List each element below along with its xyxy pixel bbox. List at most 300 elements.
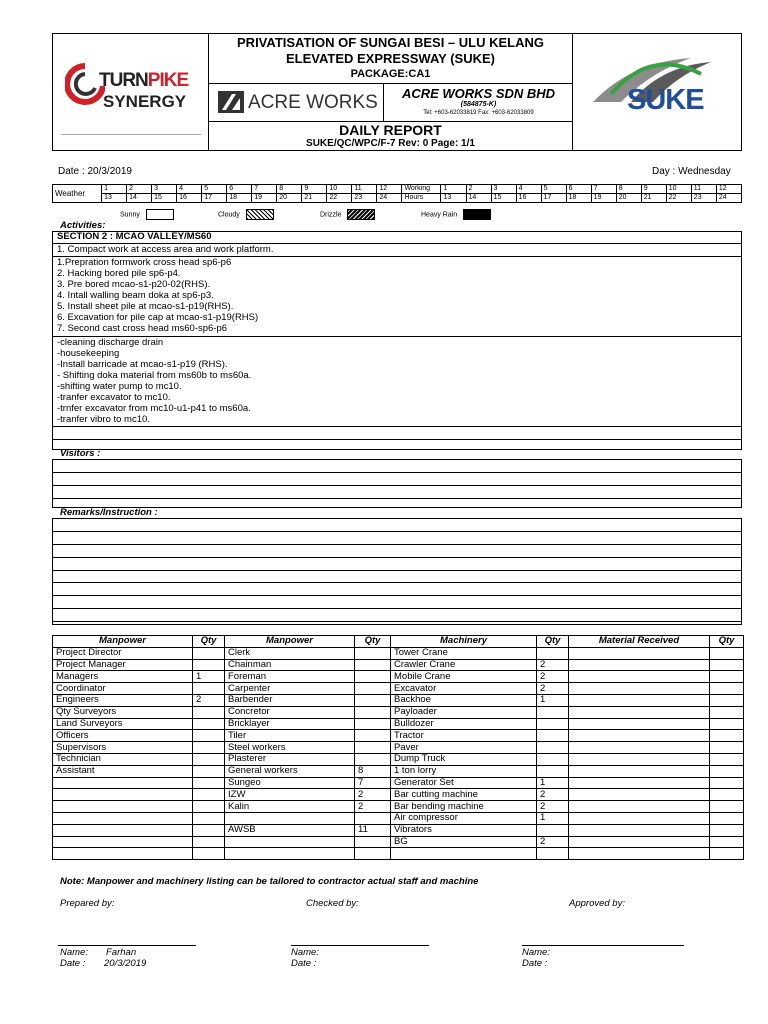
table-cell [710, 671, 744, 683]
table-cell: Land Surveyors [53, 718, 193, 730]
weather-hour-cell: 22 [327, 194, 352, 203]
working-hour-cell: 1 [441, 185, 466, 194]
prepared-date-label: Date : [60, 958, 86, 969]
table-cell: Project Manager [53, 659, 193, 671]
table-cell [355, 836, 391, 848]
table-cell: Steel workers [225, 742, 355, 754]
cloudy-swatch [246, 209, 274, 220]
table-cell: Engineers [53, 694, 193, 706]
table-cell [53, 789, 193, 801]
table-cell: 2 [537, 789, 569, 801]
table-cell [53, 836, 193, 848]
suke-logo-text: SUKE [627, 84, 704, 116]
table-row [53, 836, 744, 848]
table-cell: Project Director [53, 647, 193, 659]
table-cell [225, 836, 355, 848]
activities-box [52, 231, 742, 450]
table-cell [710, 659, 744, 671]
weather-hour-cell: 8 [277, 185, 302, 194]
activity-line: - Shifting doka material from ms60b to ms60a. [57, 370, 252, 381]
table-cell [710, 742, 744, 754]
table-cell [355, 694, 391, 706]
weather-hour-cell: 14 [127, 194, 152, 203]
table-cell [569, 765, 710, 777]
column-header: Qty [710, 636, 744, 648]
visitors-box [52, 459, 742, 508]
table-cell: Tiler [225, 730, 355, 742]
weather-hour-cell: 18 [227, 194, 252, 203]
report-day: Day : Wednesday [652, 166, 731, 177]
table-cell [355, 812, 391, 824]
approved-date-label: Date : [522, 958, 548, 969]
table-cell [53, 801, 193, 813]
activities-block-3 [53, 337, 741, 427]
working-hour-cell: 6 [566, 185, 591, 194]
weather-hour-cell: 24 [377, 194, 402, 203]
activity-line: -cleaning discharge drain [57, 337, 164, 348]
table-cell [193, 801, 225, 813]
table-cell: 2 [537, 836, 569, 848]
table-cell [569, 836, 710, 848]
table-cell: 2 [193, 694, 225, 706]
working-hour-cell: 13 [441, 194, 466, 203]
table-cell [710, 848, 744, 860]
table-cell [569, 742, 710, 754]
activity-line: 4. Intall walling beam doka at sp6-p3. [57, 290, 214, 301]
table-cell [193, 812, 225, 824]
visitor-row [53, 486, 741, 499]
table-cell [710, 812, 744, 824]
activities-label: Activities: [60, 220, 106, 231]
checked-by-label: Checked by: [306, 898, 359, 909]
table-cell [537, 718, 569, 730]
table-cell: BG [391, 836, 537, 848]
table-cell [569, 801, 710, 813]
legend-drizzle-label: Drizzle [320, 211, 342, 219]
checked-signature-line [291, 945, 429, 946]
table-cell: Bar cutting machine [391, 789, 537, 801]
table-cell: Paver [391, 742, 537, 754]
table-cell [537, 765, 569, 777]
table-cell [537, 753, 569, 765]
prepared-signature-line [58, 945, 196, 946]
table-cell [225, 848, 355, 860]
table-cell [569, 683, 710, 695]
activity-line: -housekeeping [57, 348, 120, 359]
report-date: Date : 20/3/2019 [58, 166, 132, 177]
table-cell: 1 [537, 777, 569, 789]
company-reg: (584875-K) [460, 101, 497, 108]
table-row [53, 789, 744, 801]
table-cell: Backhoe [391, 694, 537, 706]
activity-line: 3. Pre bored mcao-s1-p20-02(RHS). [57, 279, 211, 290]
visitors-label: Visitors : [60, 448, 101, 459]
table-cell [569, 706, 710, 718]
activity-line: -Install barricade at mcao-s1-p19 (RHS). [57, 359, 228, 370]
remark-row [53, 519, 741, 532]
table-cell [569, 718, 710, 730]
weather-table [52, 184, 742, 203]
table-cell: 2 [537, 801, 569, 813]
turnpike-logo [53, 34, 209, 150]
remark-row [53, 558, 741, 571]
table-cell [355, 742, 391, 754]
table-cell: Supervisors [53, 742, 193, 754]
weather-hour-cell: 11 [352, 185, 377, 194]
table-cell [569, 848, 710, 860]
table-cell [569, 753, 710, 765]
legend-cloudy-label: Cloudy [218, 211, 240, 219]
acre-logo-icon [218, 91, 244, 113]
table-cell [710, 789, 744, 801]
table-cell [569, 789, 710, 801]
activity-line: 1.Prepration formwork cross head sp6-p6 [57, 257, 232, 268]
table-cell: Chainman [225, 659, 355, 671]
working-hour-cell: 21 [641, 194, 666, 203]
approved-by-label: Approved by: [569, 898, 625, 909]
table-cell: 8 [355, 765, 391, 777]
acre-works-logo [208, 83, 384, 121]
working-hour-cell: 8 [616, 185, 641, 194]
doc-ref: SUKE/QC/WPC/F-7 Rev: 0 Page: 1/1 [306, 138, 475, 149]
table-cell [355, 647, 391, 659]
remarks-box [52, 518, 742, 625]
table-row [53, 659, 744, 671]
table-cell: Carpenter [225, 683, 355, 695]
activities-block-1 [53, 244, 741, 257]
remark-row [53, 609, 741, 622]
table-cell: Sungeo [225, 777, 355, 789]
legend-drizzle [320, 209, 375, 220]
column-header: Qty [355, 636, 391, 648]
table-cell: Tower Crane [391, 647, 537, 659]
table-cell: 2 [537, 683, 569, 695]
table-cell [710, 824, 744, 836]
table-cell: 1 ton lorry [391, 765, 537, 777]
table-cell: Air compressor [391, 812, 537, 824]
working-hour-cell: 12 [716, 185, 741, 194]
resources-table [52, 635, 744, 860]
table-row [53, 765, 744, 777]
working-hour-cell: 20 [616, 194, 641, 203]
column-header: Manpower [53, 636, 193, 648]
weather-hour-cell: 23 [352, 194, 377, 203]
table-cell: Concretor [225, 706, 355, 718]
legend-heavy-rain [421, 209, 491, 220]
weather-hour-cell: 13 [102, 194, 127, 203]
table-row [53, 777, 744, 789]
visitor-row [53, 473, 741, 486]
table-cell [355, 683, 391, 695]
activity-line: -trnfer excavator from mc10-u1-p41 to ms60a. [57, 403, 251, 414]
table-cell [710, 683, 744, 695]
activity-line: -tranfer vibro to mc10. [57, 414, 150, 425]
table-cell: 1 [537, 694, 569, 706]
table-cell [355, 848, 391, 860]
report-title: DAILY REPORT [339, 122, 442, 138]
table-cell [537, 742, 569, 754]
working-hour-cell: 23 [691, 194, 716, 203]
weather-hour-cell: 7 [252, 185, 277, 194]
table-cell [193, 683, 225, 695]
working-hour-cell: 24 [716, 194, 741, 203]
table-row [53, 671, 744, 683]
table-cell: 1 [537, 812, 569, 824]
table-cell [537, 706, 569, 718]
acre-logo-text: ACRE WORKS [248, 92, 378, 113]
header-middle [208, 34, 573, 150]
table-row [53, 801, 744, 813]
table-cell [569, 777, 710, 789]
working-hours-label: Working [402, 185, 441, 194]
column-header: Manpower [225, 636, 355, 648]
working-hour-cell: 3 [491, 185, 516, 194]
table-cell: Tractor [391, 730, 537, 742]
table-cell: Generator Set [391, 777, 537, 789]
table-cell: Vibrators [391, 824, 537, 836]
table-cell: Qty Surveyors [53, 706, 193, 718]
activity-line: 6. Excavation for pile cap at mcao-s1-p19(RHS) [57, 312, 259, 323]
checked-name-label: Name: [291, 947, 319, 958]
weather-hour-cell: 15 [152, 194, 177, 203]
column-header: Material Received [569, 636, 710, 648]
table-cell: Technician [53, 753, 193, 765]
table-row [53, 683, 744, 695]
table-cell [537, 730, 569, 742]
remarks-label: Remarks/Instruction : [60, 507, 158, 518]
remark-row [53, 583, 741, 596]
table-row [53, 742, 744, 754]
table-cell [193, 848, 225, 860]
activity-line: 7. Second cast cross head ms60-sp6-p6 [57, 323, 228, 334]
prepared-name: Farhan [106, 947, 137, 958]
table-cell [355, 730, 391, 742]
column-header: Qty [537, 636, 569, 648]
table-row [53, 694, 744, 706]
table-cell [710, 647, 744, 659]
table-cell [710, 706, 744, 718]
working-hour-cell: 4 [516, 185, 541, 194]
header-box [52, 33, 742, 151]
table-cell: Bar bending machine [391, 801, 537, 813]
suke-logo [572, 34, 741, 150]
legend-cloudy [218, 209, 274, 220]
working-hour-cell: 2 [466, 185, 491, 194]
title-line-1: PRIVATISATION OF SUNGAI BESI – ULU KELANG [237, 35, 544, 50]
heavy-rain-swatch [463, 209, 491, 220]
activity-line: 1. Compact work at access area and work platform. [57, 244, 274, 255]
table-cell: Excavator [391, 683, 537, 695]
table-cell [537, 647, 569, 659]
table-cell [193, 753, 225, 765]
table-row [53, 848, 744, 860]
table-cell [537, 848, 569, 860]
remark-row [53, 532, 741, 545]
checked-date-label: Date : [291, 958, 317, 969]
table-cell [193, 789, 225, 801]
activity-line: 2. Hacking bored pile sp6-p4. [57, 268, 181, 279]
table-row [53, 706, 744, 718]
table-cell [569, 647, 710, 659]
table-cell: Officers [53, 730, 193, 742]
table-cell [710, 836, 744, 848]
prepared-name-label: Name: [60, 947, 88, 958]
working-hour-cell: 15 [491, 194, 516, 203]
table-cell [193, 730, 225, 742]
sunny-swatch [146, 209, 174, 220]
table-cell: Foreman [225, 671, 355, 683]
weather-hour-cell: 20 [277, 194, 302, 203]
table-cell [569, 694, 710, 706]
legend-sunny-label: Sunny [120, 211, 140, 219]
table-cell [355, 753, 391, 765]
company-contact: Tel: +603-62033819 Fax: +603-62033809 [423, 110, 534, 116]
table-cell: Clerk [225, 647, 355, 659]
table-cell [710, 765, 744, 777]
table-cell [710, 753, 744, 765]
working-hour-cell: 18 [566, 194, 591, 203]
weather-hour-cell: 3 [152, 185, 177, 194]
table-cell: Barbender [225, 694, 355, 706]
table-cell: 2 [355, 789, 391, 801]
working-hour-cell: 17 [541, 194, 566, 203]
weather-hour-cell: 2 [127, 185, 152, 194]
table-cell [569, 671, 710, 683]
weather-hour-cell: 10 [327, 185, 352, 194]
weather-hour-cell: 17 [202, 194, 227, 203]
table-row [53, 812, 744, 824]
table-cell [225, 812, 355, 824]
table-cell: General workers [225, 765, 355, 777]
table-cell: Bulldozer [391, 718, 537, 730]
table-row [53, 824, 744, 836]
table-cell: 2 [537, 671, 569, 683]
table-row [53, 718, 744, 730]
table-cell [391, 848, 537, 860]
table-cell: 2 [355, 801, 391, 813]
table-cell [569, 824, 710, 836]
weather-hour-cell: 12 [377, 185, 402, 194]
activities-block-2 [53, 257, 741, 337]
weather-hour-cell: 9 [302, 185, 327, 194]
table-cell [193, 718, 225, 730]
title-line-2: ELEVATED EXPRESSWAY (SUKE) [285, 51, 495, 66]
weather-hour-cell: 19 [252, 194, 277, 203]
table-cell: Managers [53, 671, 193, 683]
table-cell [53, 777, 193, 789]
section-heading: SECTION 2 : MCAO VALLEY/MS60 [53, 232, 741, 244]
logo-rule [61, 134, 201, 135]
approved-signature-line [522, 945, 684, 946]
activities-blank-row [53, 427, 741, 440]
column-header: Qty [193, 636, 225, 648]
table-cell: Plasterer [225, 753, 355, 765]
table-cell [193, 647, 225, 659]
working-hour-cell: 14 [466, 194, 491, 203]
prepared-date: 20/3/2019 [104, 958, 147, 969]
table-cell: Bricklayer [225, 718, 355, 730]
drizzle-swatch [347, 209, 375, 220]
table-cell [193, 659, 225, 671]
table-cell [710, 694, 744, 706]
working-hour-cell: 16 [516, 194, 541, 203]
table-cell [710, 718, 744, 730]
working-hour-cell: 9 [641, 185, 666, 194]
visitor-row [53, 460, 741, 473]
working-hour-cell: 19 [591, 194, 616, 203]
table-cell [193, 765, 225, 777]
table-cell: 11 [355, 824, 391, 836]
table-cell: Payloader [391, 706, 537, 718]
weather-hour-cell: 21 [302, 194, 327, 203]
table-cell [355, 718, 391, 730]
weather-hour-cell: 16 [177, 194, 202, 203]
working-hour-cell: 5 [541, 185, 566, 194]
table-cell [710, 801, 744, 813]
approved-name-label: Name: [522, 947, 550, 958]
table-cell [569, 812, 710, 824]
table-row [53, 730, 744, 742]
table-cell: Assistant [53, 765, 193, 777]
table-cell: IZW [225, 789, 355, 801]
table-cell [710, 777, 744, 789]
table-cell: 1 [193, 671, 225, 683]
table-cell: Kalin [225, 801, 355, 813]
weather-hour-cell: 1 [102, 185, 127, 194]
logo-synergy-text: SYNERGY [103, 92, 187, 111]
weather-hour-cell: 6 [227, 185, 252, 194]
table-row [53, 753, 744, 765]
table-row [53, 647, 744, 659]
table-cell: Coordinator [53, 683, 193, 695]
table-cell [193, 777, 225, 789]
table-cell [193, 706, 225, 718]
legend-heavy-rain-label: Heavy Rain [421, 211, 458, 219]
weather-hour-cell: 5 [202, 185, 227, 194]
weather-label: Weather [53, 185, 102, 203]
remark-row [53, 545, 741, 558]
remark-row [53, 596, 741, 609]
table-cell [569, 659, 710, 671]
table-cell: Dump Truck [391, 753, 537, 765]
prepared-by-label: Prepared by: [60, 898, 115, 909]
activity-line: -tranfer excavator to mc10. [57, 392, 171, 403]
table-cell: Mobile Crane [391, 671, 537, 683]
company-name: ACRE WORKS SDN BHD [401, 86, 556, 101]
table-cell: AWSB [225, 824, 355, 836]
table-cell [53, 848, 193, 860]
activity-line: 5. Install sheet pile at mcao-s1-p19(RHS). [57, 301, 234, 312]
activity-line: -shifting water pump to mc10. [57, 381, 182, 392]
table-cell [569, 730, 710, 742]
table-cell [710, 730, 744, 742]
remark-row [53, 571, 741, 584]
table-cell [355, 706, 391, 718]
table-cell [193, 824, 225, 836]
table-cell [193, 742, 225, 754]
table-cell [193, 836, 225, 848]
working-hour-cell: 11 [691, 185, 716, 194]
logo-turnpike-text: TURNPIKE [99, 70, 189, 91]
package-label: PACKAGE:CA1 [350, 68, 431, 80]
legend-sunny [120, 209, 174, 220]
working-hour-cell: 10 [666, 185, 691, 194]
working-hours-label: Hours [402, 194, 441, 203]
table-cell [537, 824, 569, 836]
column-header: Machinery [391, 636, 537, 648]
table-cell: Crawler Crane [391, 659, 537, 671]
table-cell [53, 824, 193, 836]
